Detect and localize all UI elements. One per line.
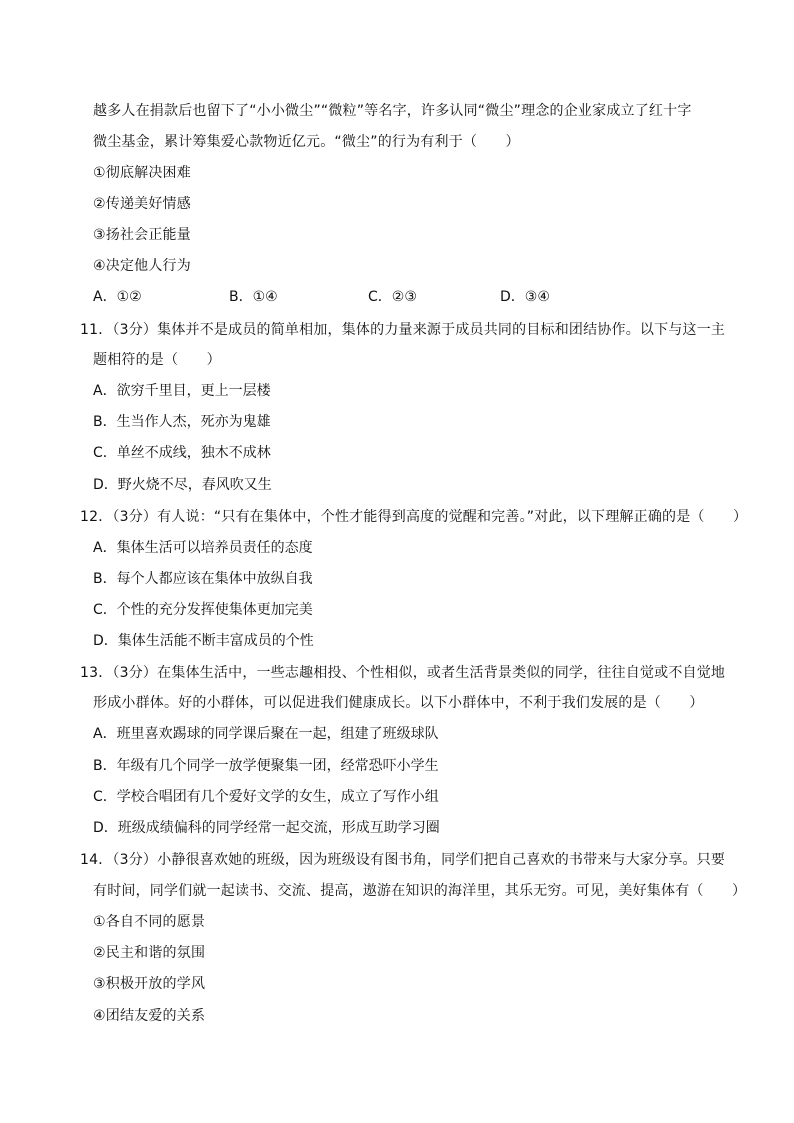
q13-option-a[interactable]: A．班里喜欢踢球的同学课后聚在一起，组建了班级球队: [93, 726, 439, 742]
q10-item-2: ②传递美好情感: [93, 196, 191, 212]
q11-stem-line-2: 题相符的是（ ）: [93, 352, 221, 368]
q10-choice-c[interactable]: C．②③: [368, 289, 417, 305]
q10-item-3: ③扬社会正能量: [93, 227, 191, 243]
q12-option-c[interactable]: C．个性的充分发挥使集体更加完美: [93, 602, 313, 618]
q11-option-c[interactable]: C．单丝不成线，独木不成林: [93, 445, 271, 461]
q14-stem-line-2: 有时间，同学们就一起读书、交流、提高，遨游在知识的海洋里，其乐无穷。可见，美好集体有（ ）: [93, 883, 747, 899]
q13-option-d[interactable]: D．班级成绩偏科的同学经常一起交流，形成互助学习圈: [93, 820, 440, 836]
q14-stem-line-1: 14．（3分）小静很喜欢她的班级，因为班级设有图书角，同学们把自己喜欢的书带来与大家分享。只要: [80, 852, 726, 868]
q13-stem-line-2: 形成小群体。好的小群体，可以促进我们健康成长。以下小群体中，不利于我们发展的是（ ）: [93, 695, 704, 711]
q12-option-b[interactable]: B．每个人都应该在集体中放纵自我: [93, 571, 313, 587]
q10-stem-line-1: 越多人在捐款后也留下了“小小微尘”“微粒”等名字，许多认同“微尘”理念的企业家成立了红十字: [93, 103, 692, 119]
q14-item-2: ②民主和谐的氛围: [93, 945, 206, 961]
q13-option-b[interactable]: B．年级有几个同学一放学便聚集一团，经常恐吓小学生: [93, 758, 439, 774]
q13-option-c[interactable]: C．学校合唱团有几个爱好文学的女生，成立了写作小组: [93, 789, 439, 805]
q14-item-3: ③积极开放的学风: [93, 976, 206, 992]
q11-option-b[interactable]: B．生当作人杰，死亦为鬼雄: [93, 414, 271, 430]
q10-choice-d[interactable]: D．③④: [500, 289, 550, 305]
q10-choice-b[interactable]: B．①④: [229, 289, 278, 305]
q10-stem-line-2: 微尘基金，累计筹集爱心款物近亿元。“微尘”的行为有利于（ ）: [93, 134, 520, 150]
q12-option-d[interactable]: D．集体生活能不断丰富成员的个性: [93, 633, 314, 649]
q12-stem-line-1: 12．（3分）有人说：“只有在集体中，个性才能得到高度的觉醒和完善。”对此，以下理解正确的是（ ）: [80, 509, 748, 525]
q11-option-d[interactable]: D．野火烧不尽，春风吹又生: [93, 477, 272, 493]
q14-item-1: ①各自不同的愿景: [93, 914, 206, 930]
q11-stem-line-1: 11．（3分）集体并不是成员的简单相加，集体的力量来源于成员共同的目标和团结协作。以下与这一主: [80, 322, 726, 338]
q12-option-a[interactable]: A．集体生活可以培养员责任的态度: [93, 540, 313, 556]
q10-item-1: ①彻底解决困难: [93, 165, 191, 181]
q11-option-a[interactable]: A．欲穷千里目，更上一层楼: [93, 383, 271, 399]
q10-choice-a[interactable]: A．①②: [93, 289, 142, 305]
q14-item-4: ④团结友爱的关系: [93, 1008, 206, 1024]
q13-stem-line-1: 13．（3分）在集体生活中，一些志趣相投、个性相似，或者生活背景类似的同学，往往自觉或不自觉地: [80, 665, 726, 681]
q10-item-4: ④决定他人行为: [93, 258, 191, 274]
